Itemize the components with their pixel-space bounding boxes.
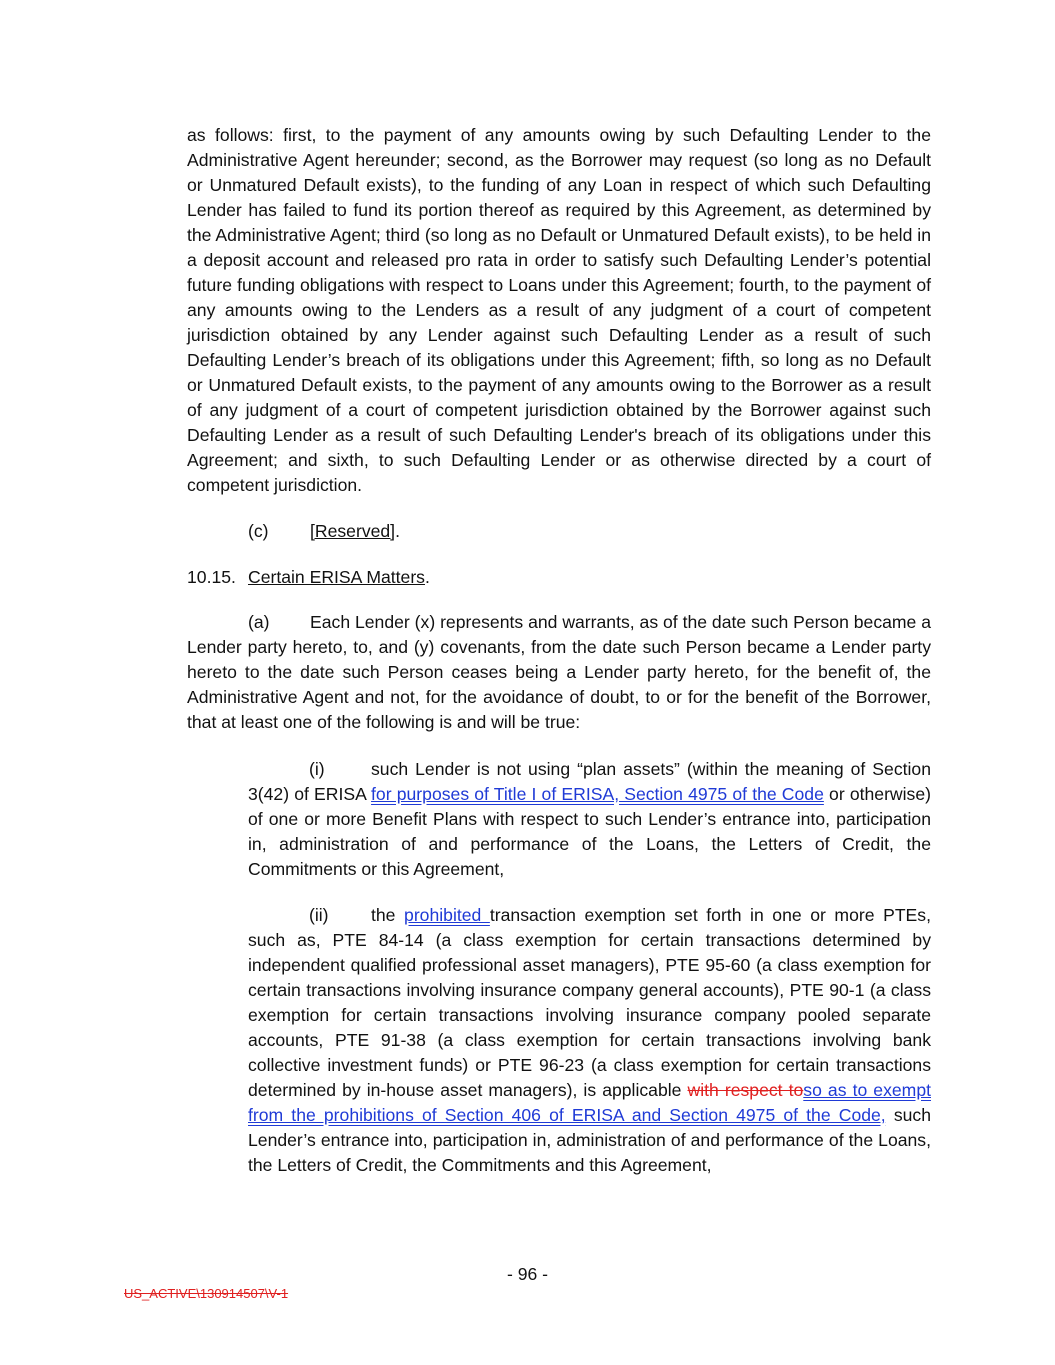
item-ii-insertion-exempt: so as to exempt from the prohibitions of Section 406 of ERISA and Section 4975 of the Code, — [248, 1080, 931, 1125]
item-i — [248, 757, 931, 882]
item-c-label: (c) — [248, 521, 269, 541]
item-a-text: Each Lender (x) represents and warrants, as of the date such Person became a Lender party hereto, to, and (y) covenants, from the date such Person became a Lender party hereto to the date such Person ceases being a Lender party hereto, for the benefit of, the Administrative Agent and not, for the avoidance of doubt, to or for the benefit of the Borrower, that at least one of the following is and will be true: — [187, 612, 932, 732]
item-a — [187, 610, 931, 735]
item-ii-text-start: the — [371, 905, 405, 925]
item-ii — [248, 903, 931, 1178]
item-i-text-before: such Lender is not using “plan assets” (within the meaning of Section 3(42) of ERISA — [248, 759, 931, 804]
item-ii-insertion-prohibited: prohibited — [404, 905, 490, 925]
paragraph-continuation — [187, 123, 931, 498]
item-ii-deletion: with respect to — [687, 1080, 804, 1100]
item-ii-label: (ii) — [309, 905, 329, 925]
section-number: 10.15. — [187, 567, 236, 587]
page-number: - 96 - — [506, 1264, 549, 1284]
item-i-text-after: or otherwise) of one or more Benefit Plans with respect to such Lender’s entrance into, participation in, administration of and performance of the Loans, the Letters of Credit, the Commitments or this Agreement, — [248, 784, 931, 879]
section-title: Certain ERISA Matters — [248, 567, 425, 587]
item-ii-text-middle: transaction exemption set forth in one or more PTEs, such as, PTE 84-14 (a class exemption for certain transactions determined by independent qualified professional asset managers), PTE 95-60 (a class exemption for certain transactions involving insurance company general accounts), PTE 90-1 (a class exemption for certain transactions involving insurance company pooled separate accounts, PTE 91-38 (a class exemption for certain transactions involving bank collective investment funds) or PTE 96-23 (a class exemption for certain transactions determined by in-house asset managers), is applicable — [248, 905, 931, 1100]
footer-document-id: US_ACTIVE\130914507\V-1 — [124, 1286, 289, 1301]
item-i-label: (i) — [309, 759, 325, 779]
paragraph-continuation-text: as follows: first, to the payment of any amounts owing by such Defaulting Lender to the Administrative Agent hereunder; second, as the Borrower may request (so long as no Default or Unmatured Default exists), to the funding of any Loan in respect of which such Defaulting Lender has failed to fund its portion thereof as required by this Agreement, as determined by the Administrative Agent; third (so long as no Default or Unmatured Default exists), to be held in a deposit account and released pro rata in order to satisfy such Defaulting Lender’s potential future funding obligations with respect to Loans under this Agreement; fourth, to the payment of any amounts owing to the Lenders as a result of any judgment of a court of competent jurisdiction obtained by any Lender against such Defaulting Lender as a result of such Defaulting Lender’s breach of its obligations under this Agreement; fifth, so long as no Default or Unmatured Default exists, to the payment of any amounts owing to the Borrower as a result of any judgment of a court of competent jurisdiction obtained by the Borrower against such Defaulting Lender as a result of such Defaulting Lender's breach of its obligations under this Agreement; and sixth, to such Defaulting Lender or as otherwise directed by a court of competent jurisdiction. — [187, 125, 931, 495]
item-c-reserved: [Reserved] — [310, 521, 396, 541]
item-a-label: (a) — [248, 612, 270, 632]
section-heading — [187, 565, 931, 590]
section-title-suffix: . — [424, 567, 430, 587]
item-c-suffix: . — [395, 521, 400, 541]
item-c — [187, 519, 931, 544]
item-i-insertion: for purposes of Title I of ERISA, Section 4975 of the Code — [371, 784, 824, 804]
item-ii-text-end: such Lender’s entrance into, participation in, administration of and performance of the Loans, the Letters of Credit, the Commitments and this Agreement, — [248, 1105, 931, 1175]
